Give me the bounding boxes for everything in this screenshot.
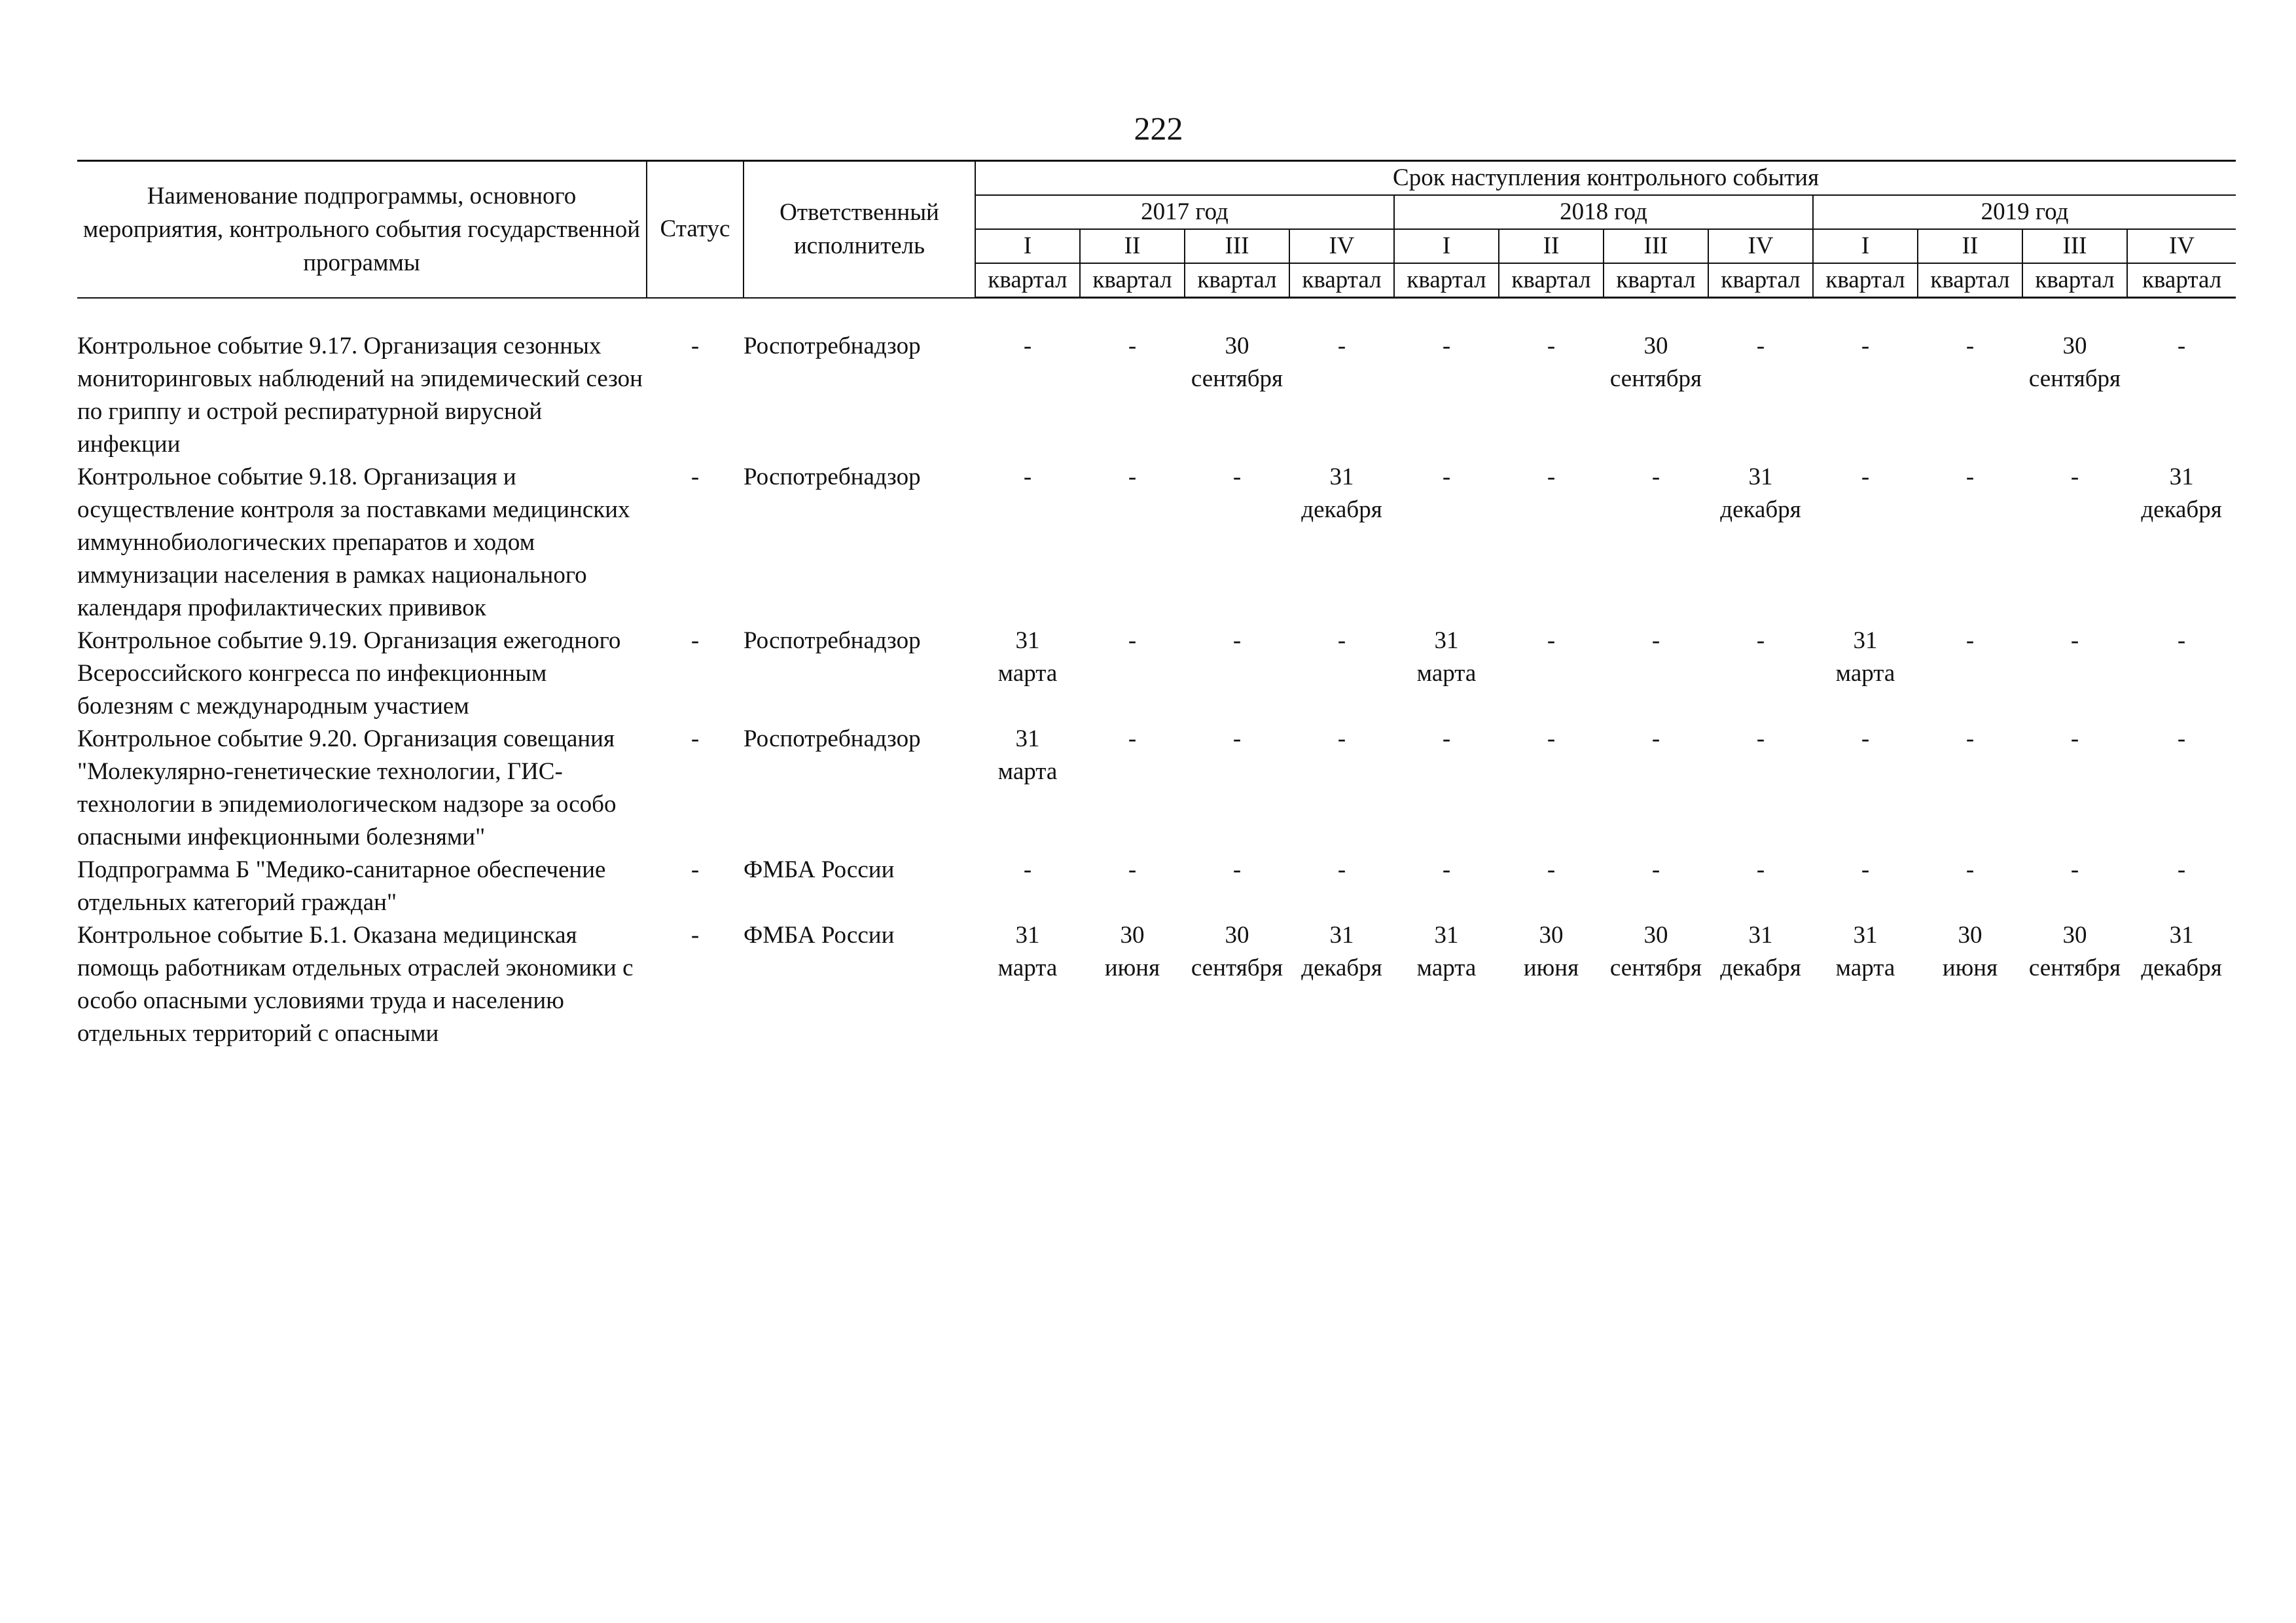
deadline-day: -: [1232, 856, 1242, 883]
deadline-day: -: [1442, 856, 1451, 883]
header-quarter-numeral: III: [2022, 229, 2127, 263]
deadline-cell: [2127, 854, 2236, 919]
deadline-month: марта: [1416, 660, 1477, 687]
deadline-day: -: [1442, 333, 1451, 359]
deadline-day: 30: [1958, 922, 1982, 949]
deadline-day: -: [1023, 464, 1032, 490]
deadline-cell: [975, 330, 1080, 461]
deadline-day: 31: [1748, 464, 1773, 490]
deadline-day: 31: [1015, 627, 1040, 654]
deadline-cell: [1918, 854, 2022, 919]
header-year-2017: 2017 год: [975, 195, 1394, 229]
event-name: Контрольное событие 9.20. Организация совещания "Молекулярно-генетические технологии, ГИС-технологии в эпидемиологическом надзоре за особо опасными инфекционными болезнями": [77, 725, 617, 850]
header-year-2018: 2018 год: [1394, 195, 1813, 229]
deadline-day: 31: [1329, 464, 1354, 490]
deadline-day: 31: [2169, 464, 2194, 490]
deadline-cell: [1080, 919, 1185, 1050]
event-name: Контрольное событие 9.18. Организация и осуществление контроля за поставками медицинских иммуннобиологических препаратов и ходом иммунизации населения в рамках национального календаря профилактических прививок: [77, 464, 630, 621]
deadline-cell: [1394, 919, 1499, 1050]
deadline-cell: [1289, 854, 1394, 919]
deadline-month: сентября: [1609, 365, 1702, 392]
deadline-cell: [1708, 919, 1813, 1050]
deadline-cell: [1499, 625, 1604, 723]
deadline-day: 30: [1225, 922, 1249, 949]
deadline-day: -: [1965, 333, 1975, 359]
deadline-cell: [2022, 330, 2127, 461]
table-row: [77, 854, 2236, 919]
deadline-month: марта: [1835, 660, 1895, 687]
deadline-day: -: [1756, 627, 1765, 654]
deadline-cell: [1185, 461, 1289, 625]
deadline-month: декабря: [2141, 496, 2222, 523]
deadline-day: 30: [2062, 922, 2087, 949]
deadline-month: сентября: [1191, 365, 1283, 392]
deadline-day: -: [2070, 627, 2079, 654]
deadline-cell: [1499, 854, 1604, 919]
deadline-month: сентября: [2028, 365, 2121, 392]
deadline-cell: [1708, 723, 1813, 854]
deadline-day: -: [1756, 725, 1765, 752]
deadline-cell: [1918, 330, 2022, 461]
deadline-cell: [975, 854, 1080, 919]
event-status: -: [691, 627, 700, 654]
deadline-month: сентября: [1609, 955, 1702, 981]
deadline-day: -: [1756, 856, 1765, 883]
deadline-day: 31: [1434, 922, 1459, 949]
header-quarter-word: квартал: [975, 263, 1080, 298]
deadline-day: -: [1651, 627, 1660, 654]
event-responsible: ФМБА России: [744, 856, 895, 883]
deadline-cell: [975, 723, 1080, 854]
table-row: [77, 723, 2236, 854]
event-responsible: Роспотребнадзор: [744, 725, 921, 752]
header-quarter-numeral: I: [1394, 229, 1499, 263]
deadline-day: 31: [1015, 725, 1040, 752]
deadline-day: -: [1547, 627, 1556, 654]
event-name: Контрольное событие Б.1. Оказана медицинская помощь работникам отдельных отраслей экономики с особо опасными условиями труда и населению отдельных территорий с опасными: [77, 922, 634, 1047]
deadline-day: -: [1128, 627, 1137, 654]
header-quarter-numeral: III: [1185, 229, 1289, 263]
event-status: -: [691, 922, 700, 949]
table-body: [77, 298, 2236, 1051]
deadline-month: декабря: [2141, 955, 2222, 981]
control-events-table: [77, 160, 2236, 1050]
deadline-month: марта: [997, 758, 1058, 785]
deadline-cell: [2022, 461, 2127, 625]
deadline-cell: [1080, 461, 1185, 625]
deadline-cell: [975, 919, 1080, 1050]
deadline-day: -: [1128, 464, 1137, 490]
deadline-day: -: [1965, 856, 1975, 883]
deadline-day: -: [1232, 464, 1242, 490]
header-status: Статус: [647, 161, 744, 298]
deadline-day: -: [1965, 627, 1975, 654]
header-responsible: Ответственный исполнитель: [744, 161, 975, 298]
deadline-month: марта: [997, 955, 1058, 981]
event-status: -: [691, 464, 700, 490]
deadline-day: -: [1337, 856, 1346, 883]
deadline-day: 30: [1643, 333, 1668, 359]
event-status: -: [691, 856, 700, 883]
deadline-cell: [1918, 723, 2022, 854]
deadline-month: декабря: [1301, 496, 1382, 523]
header-quarter-numeral: IV: [1289, 229, 1394, 263]
deadline-day: -: [1547, 856, 1556, 883]
header-quarter-word: квартал: [1918, 263, 2022, 298]
header-quarter-numeral: I: [1813, 229, 1918, 263]
header-quarter-word: квартал: [2127, 263, 2236, 298]
deadline-cell: [1604, 461, 1708, 625]
table-row: [77, 625, 2236, 723]
deadline-day: -: [2070, 725, 2079, 752]
deadline-day: -: [1965, 725, 1975, 752]
event-responsible: ФМБА России: [744, 922, 895, 949]
deadline-day: -: [2177, 627, 2186, 654]
deadline-cell: [1499, 723, 1604, 854]
header-deadline: Срок наступления контрольного события: [975, 161, 2236, 196]
header-quarter-word: квартал: [2022, 263, 2127, 298]
deadline-day: -: [1128, 856, 1137, 883]
deadline-month: сентября: [2028, 955, 2121, 981]
header-quarter-word: квартал: [1813, 263, 1918, 298]
header-quarter-word: квартал: [1185, 263, 1289, 298]
deadline-cell: [2127, 919, 2236, 1050]
deadline-day: -: [2070, 464, 2079, 490]
deadline-cell: [1813, 919, 1918, 1050]
deadline-month: июня: [1523, 955, 1579, 981]
header-quarter-numeral: II: [1918, 229, 2022, 263]
deadline-cell: [1813, 625, 1918, 723]
event-name: Подпрограмма Б "Медико-санитарное обеспечение отдельных категорий граждан": [77, 856, 606, 916]
deadline-cell: [1394, 723, 1499, 854]
event-responsible: Роспотребнадзор: [744, 627, 921, 654]
deadline-day: -: [1861, 464, 1870, 490]
deadline-cell: [1499, 919, 1604, 1050]
event-status: -: [691, 725, 700, 752]
header-quarter-numeral: III: [1604, 229, 1708, 263]
event-responsible: Роспотребнадзор: [744, 464, 921, 490]
header-quarter-numeral: II: [1080, 229, 1185, 263]
table-header: [77, 161, 2236, 298]
deadline-month: марта: [1416, 955, 1477, 981]
deadline-cell: [2022, 625, 2127, 723]
deadline-cell: [1708, 461, 1813, 625]
deadline-day: -: [1442, 725, 1451, 752]
deadline-cell: [2022, 723, 2127, 854]
deadline-cell: [1394, 625, 1499, 723]
deadline-day: 31: [1434, 627, 1459, 654]
header-quarter-numeral: I: [975, 229, 1080, 263]
deadline-day: -: [1232, 725, 1242, 752]
header-quarter-numeral: IV: [1708, 229, 1813, 263]
deadline-cell: [1185, 723, 1289, 854]
deadline-cell: [1604, 854, 1708, 919]
deadline-day: -: [1965, 464, 1975, 490]
deadline-cell: [1499, 461, 1604, 625]
deadline-cell: [1289, 461, 1394, 625]
deadline-month: декабря: [1720, 955, 1801, 981]
deadline-cell: [1080, 723, 1185, 854]
deadline-cell: [1080, 854, 1185, 919]
header-quarter-numeral: II: [1499, 229, 1604, 263]
deadline-month: июня: [1942, 955, 1998, 981]
header-name: Наименование подпрограммы, основного мероприятия, контрольного события государственной программы: [77, 161, 647, 298]
deadline-cell: [1604, 723, 1708, 854]
header-quarter-numeral: IV: [2127, 229, 2236, 263]
deadline-cell: [1813, 461, 1918, 625]
deadline-cell: [2022, 854, 2127, 919]
deadline-day: -: [1337, 627, 1346, 654]
deadline-cell: [1708, 330, 1813, 461]
deadline-day: 31: [1329, 922, 1354, 949]
deadline-cell: [975, 461, 1080, 625]
deadline-day: -: [2177, 856, 2186, 883]
deadline-cell: [1080, 625, 1185, 723]
deadline-day: -: [1756, 333, 1765, 359]
deadline-day: 31: [1853, 922, 1878, 949]
deadline-day: -: [1651, 856, 1660, 883]
deadline-day: -: [1128, 725, 1137, 752]
deadline-day: -: [1651, 464, 1660, 490]
header-quarter-word: квартал: [1080, 263, 1185, 298]
page-number: 222: [1134, 110, 1183, 147]
deadline-cell: [975, 625, 1080, 723]
deadline-cell: [2022, 919, 2127, 1050]
deadline-day: -: [2177, 725, 2186, 752]
event-responsible: Роспотребнадзор: [744, 333, 921, 359]
deadline-cell: [1185, 919, 1289, 1050]
deadline-cell: [1604, 625, 1708, 723]
event-status: -: [691, 333, 700, 359]
deadline-cell: [1918, 919, 2022, 1050]
deadline-cell: [1604, 330, 1708, 461]
deadline-day: -: [1337, 725, 1346, 752]
deadline-day: 30: [1120, 922, 1145, 949]
deadline-cell: [1394, 330, 1499, 461]
deadline-day: -: [1128, 333, 1137, 359]
deadline-cell: [1394, 854, 1499, 919]
deadline-day: 30: [1539, 922, 1564, 949]
deadline-day: -: [1547, 333, 1556, 359]
deadline-month: марта: [1835, 955, 1895, 981]
deadline-day: 31: [1015, 922, 1040, 949]
deadline-cell: [1289, 723, 1394, 854]
deadline-cell: [2127, 330, 2236, 461]
table-row: [77, 461, 2236, 625]
deadline-day: -: [1861, 856, 1870, 883]
deadline-month: декабря: [1720, 496, 1801, 523]
deadline-day: -: [1023, 333, 1032, 359]
header-year-2019: 2019 год: [1813, 195, 2236, 229]
deadline-month: декабря: [1301, 955, 1382, 981]
deadline-day: 30: [2062, 333, 2087, 359]
deadline-cell: [1289, 919, 1394, 1050]
header-quarter-word: квартал: [1499, 263, 1604, 298]
deadline-cell: [2127, 461, 2236, 625]
deadline-day: 30: [1643, 922, 1668, 949]
table-row: [77, 330, 2236, 461]
deadline-cell: [1813, 854, 1918, 919]
deadline-day: -: [1232, 627, 1242, 654]
deadline-day: -: [1861, 725, 1870, 752]
deadline-cell: [1813, 723, 1918, 854]
deadline-day: 31: [1748, 922, 1773, 949]
table-row: [77, 919, 2236, 1050]
deadline-day: -: [1547, 464, 1556, 490]
event-name: Контрольное событие 9.17. Организация сезонных мониторинговых наблюдений на эпидемический сезон по гриппу и острой респиратурной вирусной инфекции: [77, 333, 643, 458]
header-quarter-word: квартал: [1394, 263, 1499, 298]
header-quarter-word: квартал: [1289, 263, 1394, 298]
deadline-day: -: [1651, 725, 1660, 752]
deadline-day: 31: [2169, 922, 2194, 949]
deadline-cell: [1289, 330, 1394, 461]
deadline-day: -: [1547, 725, 1556, 752]
deadline-cell: [2127, 723, 2236, 854]
deadline-cell: [1708, 854, 1813, 919]
deadline-cell: [1185, 625, 1289, 723]
header-quarter-word: квартал: [1708, 263, 1813, 298]
deadline-month: июня: [1104, 955, 1160, 981]
deadline-cell: [1708, 625, 1813, 723]
deadline-cell: [2127, 625, 2236, 723]
deadline-cell: [1185, 330, 1289, 461]
event-name: Контрольное событие 9.19. Организация ежегодного Всероссийского конгресса по инфекционным болезням с международным участием: [77, 627, 621, 720]
deadline-month: сентября: [1191, 955, 1283, 981]
deadline-day: -: [1023, 856, 1032, 883]
deadline-cell: [1499, 330, 1604, 461]
deadline-month: марта: [997, 660, 1058, 687]
deadline-day: 30: [1225, 333, 1249, 359]
deadline-cell: [1813, 330, 1918, 461]
header-quarter-word: квартал: [1604, 263, 1708, 298]
deadline-day: -: [2177, 333, 2186, 359]
deadline-cell: [1604, 919, 1708, 1050]
deadline-day: -: [1442, 464, 1451, 490]
deadline-day: -: [1337, 333, 1346, 359]
deadline-day: -: [2070, 856, 2079, 883]
deadline-cell: [1394, 461, 1499, 625]
deadline-cell: [1289, 625, 1394, 723]
deadline-cell: [1185, 854, 1289, 919]
deadline-cell: [1918, 625, 2022, 723]
deadline-day: 31: [1853, 627, 1878, 654]
deadline-day: -: [1861, 333, 1870, 359]
deadline-cell: [1918, 461, 2022, 625]
deadline-cell: [1080, 330, 1185, 461]
